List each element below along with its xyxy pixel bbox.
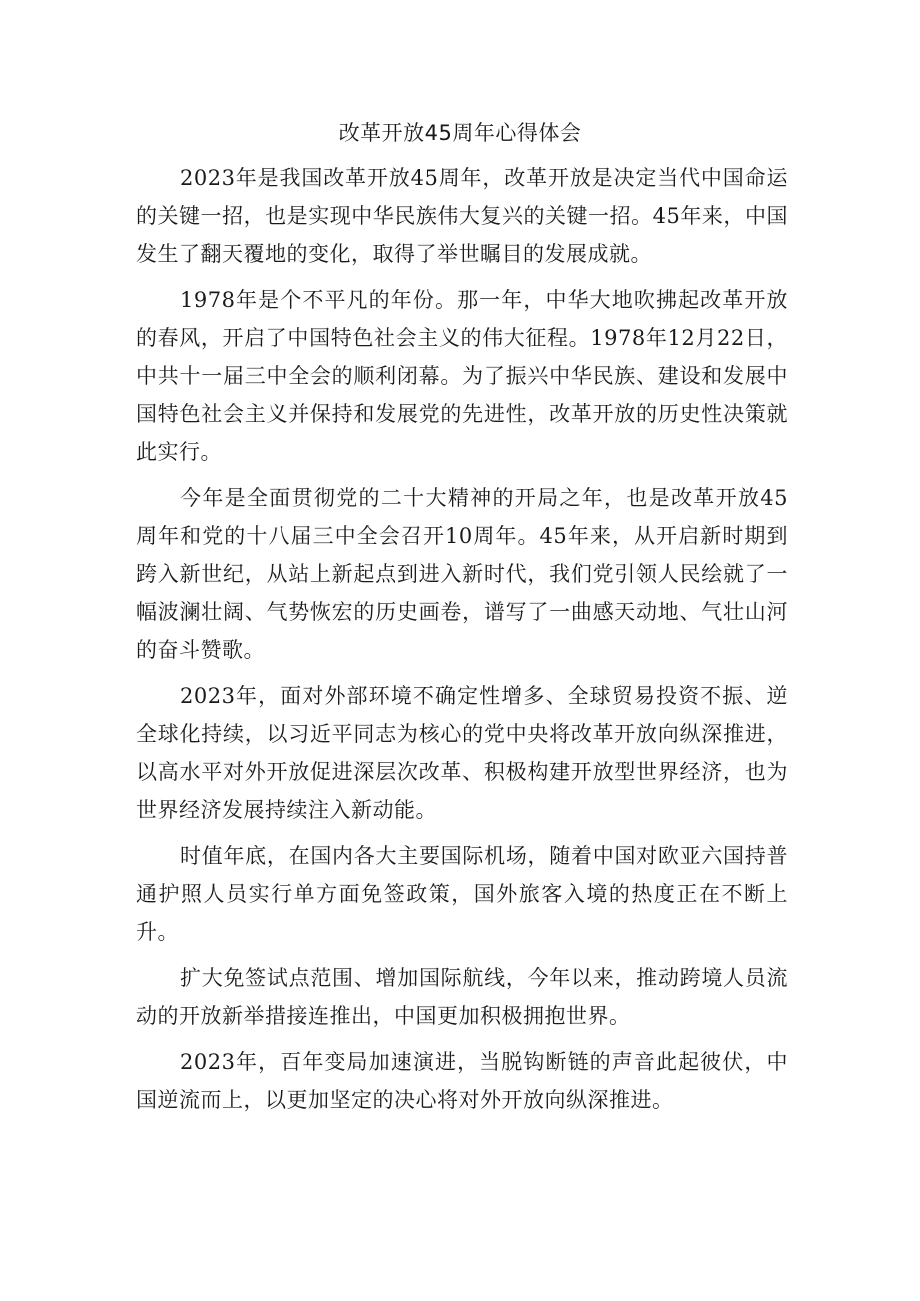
paragraph-1: 2023年是我国改革开放45周年，改革开放是决定当代中国命运的关键一招，也是实现中华民族伟大复兴的关键一招。45年来，中国发生了翻天覆地的变化，取得了举世瞩目的发展成就。 [136,166,788,266]
paragraph-3: 今年是全面贯彻党的二十大精神的开局之年，也是改革开放45周年和党的十八届三中全会召开10周年。45年来，从开启新时期到跨入新世纪，从站上新起点到进入新时代，我们党引领人民绘就了一幅波澜壮阔、气势恢宏的历史画卷，谱写了一曲感天动地、气壮山河的奋斗赞歌。 [136,486,788,662]
paragraph-2: 1978年是个不平凡的年份。那一年，中华大地吹拂起改革开放的春风，开启了中国特色社会主义的伟大征程。1978年12月22日，中共十一届三中全会的顺利闭幕。为了振兴中华民族、建设和发展中国特色社会主义并保持和发展党的先进性，改革开放的历史性决策就此实行。 [136,288,788,464]
document-title: 改革开放45周年心得体会 [338,121,582,145]
document-body [136,159,788,1127]
paragraph-5: 时值年底，在国内各大主要国际机场，随着中国对欧亚六国持普通护照人员实行单方面免签政策，国外旅客入境的热度正在不断上升。 [136,844,788,944]
paragraph-6: 扩大免签试点范围、增加国际航线，今年以来，推动跨境人员流动的开放新举措接连推出，中国更加积极拥抱世界。 [136,966,788,1028]
paragraph-4: 2023年，面对外部环境不确定性增多、全球贸易投资不振、逆全球化持续，以习近平同志为核心的党中央将改革开放向纵深推进，以高水平对外开放促进深层次改革、积极构建开放型世界经济，也为世界经济发展持续注入新动能。 [136,684,788,822]
paragraph-7: 2023年，百年变局加速演进，当脱钩断链的声音此起彼伏，中国逆流而上，以更加坚定的决心将对外开放向纵深推进。 [136,1050,788,1112]
